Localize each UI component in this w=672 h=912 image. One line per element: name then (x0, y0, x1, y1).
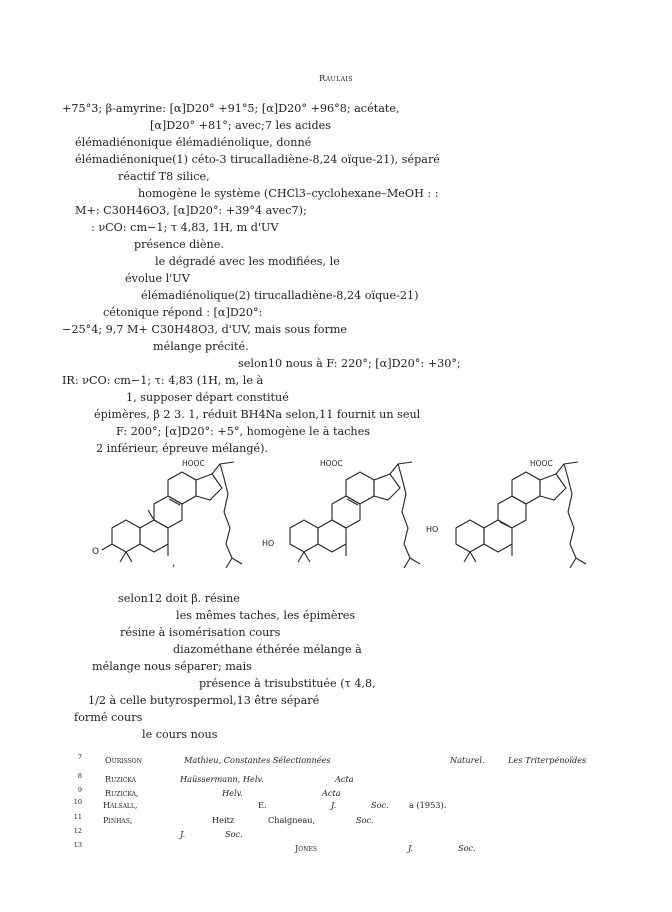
footnote-text: Jones (295, 843, 317, 853)
body-line: [α]D20° +81°; avec;7 les acides (150, 119, 332, 132)
structure-diagrams (0, 460, 672, 590)
body-line: élémadiénolique(2) tirucalladiène-8,24 oïque-21) (141, 289, 419, 302)
body-line: présence à trisubstituée (τ 4,8, (199, 677, 376, 690)
footnote-text: Acta (322, 788, 341, 798)
footnote-text: Chaigneau, (268, 815, 316, 825)
footnote-number: 9 (77, 786, 82, 794)
footnote-text: Soc. (225, 829, 243, 839)
structure-3 (426, 460, 586, 568)
body-line: élémadiénonique élémadiénolique, donné (75, 136, 312, 149)
footnote-text: Acta (335, 774, 354, 784)
body-line: : νCO: cm−1; τ 4,83, 1H, m d'UV (91, 221, 279, 234)
footnote-number: 7 (77, 753, 82, 761)
footnote-text: Ruzicka, (105, 788, 139, 798)
footnote-text: Soc. (356, 815, 374, 825)
footnote-text: a (1953). (409, 800, 447, 810)
footnote-text: Halsall, (103, 800, 138, 810)
body-line: −25°4; 9,7 M+ C30H48O3, d'UV, mais sous forme (62, 323, 348, 336)
body-line: épimères, β 2 3. 1, réduit BH4Na selon,11 fournit un seul (94, 408, 421, 421)
footnote-number: 12 (73, 827, 82, 835)
footnote-text: J. (180, 829, 186, 839)
body-line: le cours nous (142, 728, 218, 741)
body-line: cétonique répond : [α]D20°: (103, 306, 263, 319)
footnote-number: 11 (73, 813, 82, 821)
footnote-text: Soc. (458, 843, 476, 853)
body-line: formé cours (74, 711, 143, 724)
body-line: évolue l'UV (125, 272, 190, 285)
body-line: diazométhane éthérée mélange à (173, 643, 362, 656)
body-line: selon10 nous à F: 220°; [α]D20°: +30°; (238, 357, 461, 370)
body-line: résine à isomérisation cours (120, 626, 281, 639)
footnote-text: Helv. (222, 788, 243, 798)
footnote-number: 8 (77, 772, 82, 780)
body-line: mélange nous séparer; mais (92, 660, 252, 673)
footnote-number: 10 (73, 798, 82, 806)
footnote-text: Ruzicka (105, 774, 136, 784)
footnote-text: Soc. (371, 800, 389, 810)
body-line: +75°3; β-amyrine: [α]D20° +91°5; [α]D20° +96°8; acétate, (62, 102, 400, 115)
hydroxy-label: HO (262, 539, 275, 548)
footnote-text: Haüssermann, Helv. (180, 774, 264, 784)
footnote-text: Pinhas, (103, 815, 133, 825)
footnote-text: J. (408, 843, 414, 853)
footnote-text: E. (258, 800, 267, 810)
body-line: selon12 doit β. résine (118, 592, 240, 605)
stray-comma: , (172, 556, 176, 569)
body-line: les mêmes taches, les épimères (176, 609, 356, 622)
footnote-text: Heitz (212, 815, 235, 825)
body-line: 1/2 à celle butyrospermol,13 être séparé (88, 694, 320, 707)
body-line: 1, supposer départ constitué (126, 391, 289, 404)
footnote-text: Les Triterpénoïdes (508, 755, 587, 765)
body-line: M+: C30H46O3, [α]D20°: +39°4 avec7); (75, 204, 307, 217)
footnote-text: J. (331, 800, 337, 810)
structure-1 (92, 460, 242, 568)
body-line: présence diène. (134, 238, 224, 251)
cooh-label: HOOC (320, 460, 343, 468)
body-line: élémadiénonique(1) céto-3 tirucalladiène-8,24 oïque-21), séparé (75, 153, 440, 166)
body-line: IR: νCO: cm−1; τ: 4,83 (1H, m, le à (62, 374, 264, 387)
footnote-text: Ourisson (105, 755, 142, 765)
cooh-label: HOOC (530, 460, 553, 468)
body-line: réactif T8 silice, (118, 170, 210, 183)
oxo-label: O (92, 547, 100, 557)
body-line: mélange précité. (153, 340, 249, 353)
body-line: homogène le système (CHCl3–cyclohexane–MeOH : : (138, 187, 439, 200)
footnote-text: Mathieu, Constantes Sélectionnées (184, 755, 331, 765)
footnote-text: Naturel. (450, 755, 485, 765)
footnote-number: 13 (73, 841, 82, 849)
hydroxy-label: HO (426, 525, 439, 534)
cooh-label: HOOC (182, 460, 205, 468)
structure-2 (262, 460, 420, 568)
body-line: le dégradé avec les modifiées, le (155, 255, 340, 268)
running-header: Raulais (318, 74, 354, 84)
body-line: 2 inférieur, épreuve mélangé). (96, 442, 269, 455)
body-line: F: 200°; [α]D20°: +5°, homogène le à taches (116, 425, 370, 438)
